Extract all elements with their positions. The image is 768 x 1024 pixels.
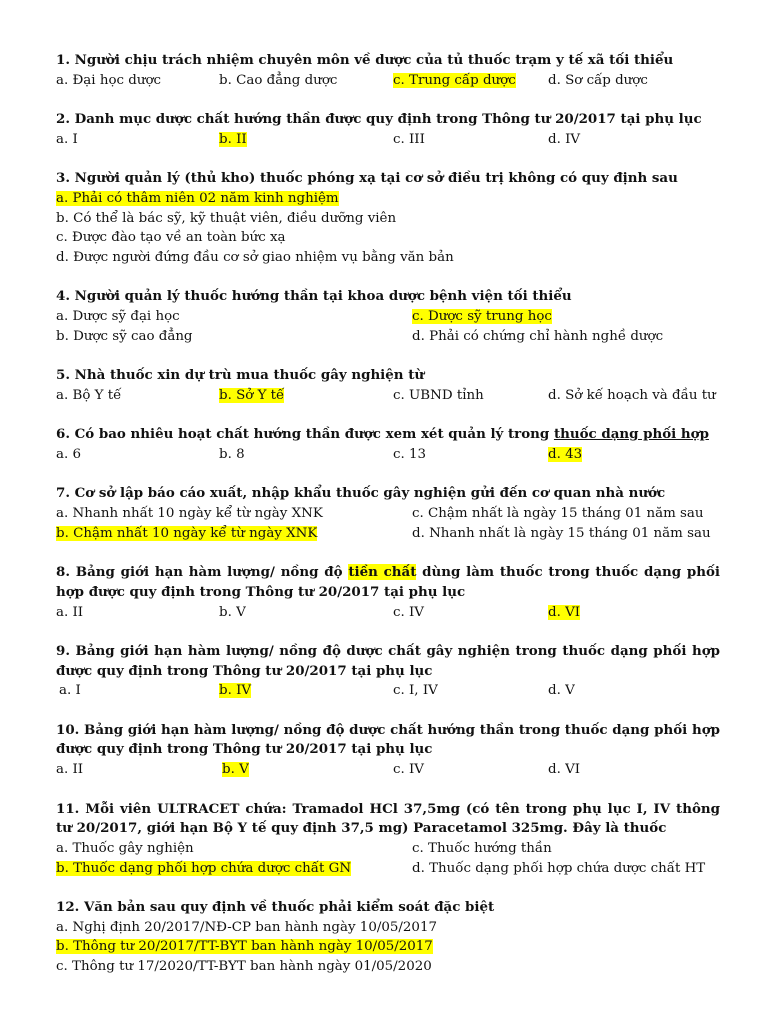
- option-d: d. Thuốc dạng phối hợp chứa dược chất HT: [412, 860, 706, 876]
- options-row: [56, 71, 720, 91]
- options-row: [56, 445, 720, 465]
- option-b: b. Cao đẳng dược: [219, 72, 338, 88]
- question-title: 10. Bảng giới hạn hàm lượng/ nồng độ dược chất hướng thần trong thuốc dạng phối hợp được quy định trong Thông tư 20/2017 tại phụ lục: [56, 721, 720, 758]
- option-d: d. Sơ cấp dược: [548, 72, 648, 88]
- option-d: d. Phải có chứng chỉ hành nghề dược: [412, 328, 664, 344]
- answer-highlight: b. Sở Y tế: [219, 387, 285, 403]
- answer-highlight: b. Thuốc dạng phối hợp chứa dược chất GN: [56, 860, 352, 876]
- option-d: d. Được người đứng đầu cơ sở giao nhiệm vụ bằng văn bản: [56, 250, 454, 265]
- option-c: [412, 307, 720, 327]
- highlighted-term: tiền chất: [348, 564, 417, 581]
- question-10: [56, 721, 720, 780]
- answer-highlight: b. Thông tư 20/2017/TT-BYT ban hành ngày 10/05/2017: [56, 939, 433, 955]
- option-b: [219, 386, 393, 406]
- option-d: [548, 603, 720, 623]
- answer-highlight: c. Trung cấp dược: [393, 72, 516, 88]
- option-c: c. Thuốc hướng thần: [412, 840, 552, 856]
- options-row: [56, 524, 720, 544]
- question-title: 11. Mỗi viên ULTRACET chứa: Tramadol HCl 37,5mg (có tên trong phụ lục I, IV thông tư 20/2017, giới hạn Bộ Y tế quy định 37,5 mg) Paracetamol 325mg. Đây là thuốc: [56, 800, 720, 837]
- question-title: 7. Cơ sở lập báo cáo xuất, nhập khẩu thuốc gây nghiện gửi đến cơ quan nhà nước: [56, 485, 666, 502]
- option-c: c. UBND tỉnh: [393, 387, 484, 403]
- question-1: [56, 51, 720, 90]
- question-9: [56, 642, 720, 701]
- answer-highlight: d. 43: [548, 446, 583, 462]
- question-title: 4. Người quản lý thuốc hướng thần tại khoa dược bệnh viện tối thiểu: [56, 288, 572, 305]
- question-4: [56, 287, 720, 346]
- option-d: d. IV: [548, 131, 581, 147]
- options-row: [56, 130, 720, 150]
- option-a: a. Nhanh nhất 10 ngày kể từ ngày XNK: [56, 506, 323, 522]
- options-row: [56, 681, 720, 701]
- options-row: [56, 327, 720, 347]
- question-title: 1. Người chịu trách nhiệm chuyên môn về dược của tủ thuốc trạm y tế xã tối thiểu: [56, 52, 674, 68]
- answer-highlight: a. Phải có thâm niên 02 năm kinh nghiệm: [56, 190, 339, 206]
- option-a: a. II: [56, 604, 84, 620]
- question-2: [56, 110, 720, 149]
- option-c: c. 13: [393, 446, 427, 462]
- options-row: [56, 386, 720, 406]
- options-row: [56, 307, 720, 327]
- option-d: [548, 445, 720, 465]
- question-title: 12. Văn bản sau quy định về thuốc phải kiểm soát đặc biệt: [56, 899, 495, 916]
- question-5: [56, 366, 720, 405]
- answer-highlight: b. Chậm nhất 10 ngày kể từ ngày XNK: [56, 525, 318, 541]
- question-11: [56, 800, 720, 879]
- option-b: [56, 937, 720, 957]
- options-row: [56, 859, 720, 879]
- question-title: 3. Người quản lý (thủ kho) thuốc phóng xạ tại cơ sở điều trị không có quy định sau: [56, 170, 678, 187]
- option-b: [56, 859, 412, 879]
- question-title: 8. Bảng giới hạn hàm lượng/ nồng độ tiền chất dùng làm thuốc trong thuốc dạng phối hợp được quy định trong Thông tư 20/2017 tại phụ lục: [56, 564, 720, 600]
- options-row: [56, 839, 720, 859]
- option-a: a. I: [59, 683, 81, 699]
- option-a: a. 6: [56, 446, 82, 462]
- option-b: [219, 760, 393, 780]
- answer-highlight: c. Dược sỹ trung học: [412, 309, 552, 325]
- option-a: a. Nghị định 20/2017/NĐ-CP ban hành ngày 10/05/2017: [56, 919, 437, 935]
- option-b: b. Dược sỹ cao đẳng: [56, 328, 193, 344]
- option-c: c. Thông tư 17/2020/TT-BYT ban hành ngày 01/05/2020: [56, 959, 432, 975]
- question-title: 6. Có bao nhiêu hoạt chất hướng thần được xem xét quản lý trong thuốc dạng phối hợp: [56, 426, 709, 443]
- option-a: a. Bộ Y tế: [56, 387, 122, 403]
- option-b: b. 8: [219, 446, 245, 462]
- answer-highlight: b. IV: [219, 683, 252, 699]
- option-a: a. Thuốc gây nghiện: [56, 840, 194, 856]
- options-row: [56, 760, 720, 780]
- options-row: [56, 603, 720, 623]
- quiz-page: [56, 51, 720, 997]
- question-title: 9. Bảng giới hạn hàm lượng/ nồng độ dược chất gây nghiện trong thuốc dạng phối hợp được quy định trong Thông tư 20/2017 tại phụ lục: [56, 642, 720, 679]
- question-6: [56, 425, 720, 464]
- option-b: [219, 681, 393, 701]
- question-3: [56, 169, 720, 268]
- option-c: c. I, IV: [393, 683, 438, 699]
- answer-highlight: b. V: [222, 762, 249, 778]
- option-c: c. Chậm nhất là ngày 15 tháng 01 năm sau: [412, 506, 704, 522]
- option-b: b. V: [219, 604, 246, 620]
- answer-highlight: b. II: [219, 131, 247, 147]
- option-a: [56, 189, 720, 209]
- option-a: a. Đại học dược: [56, 72, 162, 88]
- option-b: [219, 130, 393, 150]
- option-c: [393, 71, 548, 91]
- question-7: [56, 484, 720, 543]
- option-a: a. II: [56, 762, 84, 778]
- question-12: [56, 898, 720, 977]
- question-title: 5. Nhà thuốc xin dự trù mua thuốc gây nghiện từ: [56, 367, 425, 384]
- question-8: [56, 563, 720, 622]
- answer-highlight: d. VI: [548, 604, 581, 620]
- option-b: b. Có thể là bác sỹ, kỹ thuật viên, điều dưỡng viên: [56, 210, 397, 226]
- option-d: d. VI: [548, 762, 581, 778]
- options-row: [56, 504, 720, 524]
- question-title: 2. Danh mục dược chất hướng thần được quy định trong Thông tư 20/2017 tại phụ lục: [56, 111, 702, 128]
- option-c: c. IV: [393, 762, 424, 778]
- option-d: d. Nhanh nhất là ngày 15 tháng 01 năm sau: [412, 525, 711, 541]
- underlined-term: thuốc dạng phối hợp: [553, 426, 709, 443]
- option-c: c. III: [393, 131, 425, 147]
- option-a: a. Dược sỹ đại học: [56, 309, 180, 325]
- option-c: c. Được đào tạo về an toàn bức xạ: [56, 230, 286, 246]
- option-d: d. V: [548, 683, 575, 699]
- option-b: [56, 524, 412, 544]
- option-c: c. IV: [393, 604, 424, 620]
- option-a: a. I: [56, 131, 78, 147]
- option-d: d. Sở kế hoạch và đầu tư: [548, 387, 716, 403]
